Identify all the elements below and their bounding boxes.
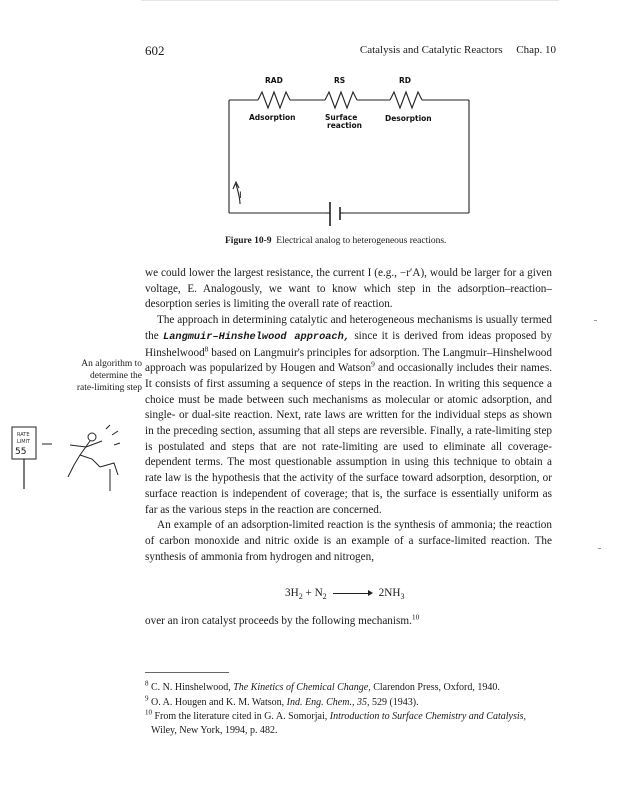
footnote-ref-10: 10 [411, 612, 420, 622]
paragraph-1: we could lower the largest resistance, the current I (e.g., −r′A), would be larger for a given voltage, E. Analogously, we want to know which step in the adsorption–reaction–desorption series is limiting the overall rate of reaction. [145, 267, 552, 311]
resistor-rad [258, 92, 290, 108]
scan-mark [594, 320, 597, 321]
ammonia-equation [285, 587, 405, 602]
p2-text-d: and occasionally includes their names. It consists of first assuming a sequence of steps in the reaction. In writing this sequence a choice must be made between such mechanisms as molecular or atomic adsorption, and single- or dual-site reaction. Next, rate laws are written for the individual steps as shown in the preceding section, assuming that all steps are reversible. Finally, a rate-limiting step is postulated and steps that are not rate-limiting are used to eliminate all coverage-dependent terms. The most questionable assumption in using this technique to obtain a rate law is the hypothesis that the activity of the surface toward adsorption, desorption, or surface reaction is independent of coverage; that is, the surface is essentially uniform as far as the various steps in the reaction are concerned. [145, 362, 552, 516]
sign-text-1: RATE [17, 432, 30, 438]
eq-nh3: 2NH [378, 587, 401, 599]
eq-nh3-sub: 3 [400, 592, 405, 602]
footnote-ref-9: 9 [371, 359, 375, 369]
resistor-rd [390, 92, 422, 108]
label-rad: RAD [265, 76, 283, 85]
p2-text-c: based on Langmuir's principles for adsorption. The Langmuir–Hinshelwood approach was popularized by Hougen and Watson [145, 346, 552, 375]
paragraph-2 [145, 313, 552, 518]
label-adsorption: Adsorption [249, 113, 296, 122]
p2-text-a: The approach in determining catalytic and heterogeneous mechanisms is usually termed the [145, 314, 552, 342]
runner-figure-icon [68, 425, 120, 491]
term-langmuir-hinshelwood: Langmuir–Hinshelwood approach, [163, 330, 350, 343]
rate-limit-sign-icon [10, 423, 130, 493]
eq-n2: + N [302, 587, 323, 599]
footnotes [145, 681, 554, 738]
after-eq-sentence: over an iron catalyst proceeds by the following mechanism. [145, 615, 412, 627]
footnote-10: $^{10}$ From the literature cited in G. A. Somorjai, Introduction to Surface Chemistry and Catalysis, Wiley, New York, 1994, p. 482. [145, 708, 527, 736]
sign-text-3: 55 [15, 447, 27, 457]
margin-note-line2: determine the [90, 371, 142, 381]
footnote-ref-8: 8 [204, 343, 209, 353]
label-rd: RD [399, 76, 412, 85]
label-current: I [239, 191, 242, 201]
running-head: Catalysis and Catalytic Reactors Chap. 10 [359, 44, 556, 56]
label-rs: RS [334, 76, 346, 85]
paragraph-3: An example of an adsorption-limited reaction is the synthesis of ammonia; the reaction of carbon monoxide and nitric oxide is an example of a surface-limited reaction. The synthesis of ammonia from hydrogen and nitrogen, [145, 519, 552, 563]
margin-note-line1: An algorithm to [81, 359, 142, 369]
after-equation-text [145, 612, 552, 627]
figure-number: Figure 10-9 [225, 236, 272, 246]
p2-text-b: since it is derived from ideas proposed by Hinshelwood [145, 329, 552, 359]
label-reaction: reaction [327, 121, 362, 130]
margin-note-line3: rate-limiting step [76, 383, 142, 393]
eq-h2: 3H [285, 587, 299, 599]
figure-caption-text: Electrical analog to heterogeneous reactions. [276, 236, 447, 246]
resistor-rs [325, 92, 357, 108]
label-surface: Surface [325, 113, 358, 122]
body-text [145, 266, 552, 565]
footnote-8: $^8$ C. N. Hinshelwood, The Kinetics of Chemical Change, Clarendon Press, Oxford, 1940. [145, 679, 500, 693]
footnote-9: $^9$ O. A. Hougen and K. M. Watson, Ind. Eng. Chem., 35, 529 (1943). [145, 694, 419, 708]
eq-h2-sub: 2 [298, 592, 303, 602]
margin-note [50, 358, 142, 394]
footnote-rule [145, 672, 229, 673]
sign-text-2: LIMIT [17, 439, 31, 445]
eq-n2-sub: 2 [322, 592, 327, 602]
figure-caption [225, 236, 446, 246]
top-rule [141, 0, 559, 1]
scan-mark [598, 548, 601, 549]
label-desorption: Desorption [385, 114, 432, 123]
page-number: 602 [145, 43, 165, 58]
circuit-diagram [220, 70, 480, 240]
